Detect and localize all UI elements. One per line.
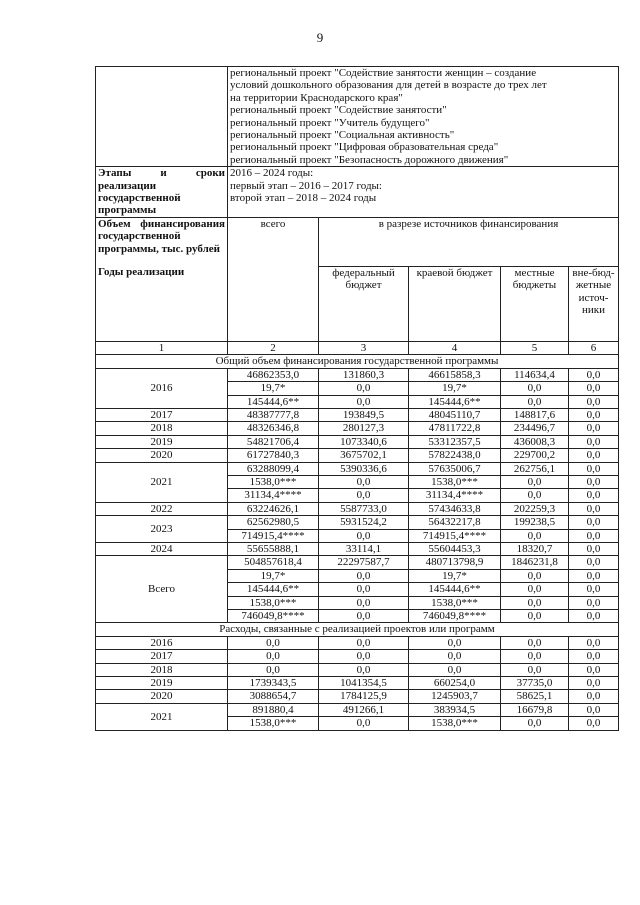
value-cell: 436008,3 <box>501 435 569 448</box>
value-cell: 491266,1 <box>319 703 409 716</box>
value-cell: 0,0 <box>569 435 619 448</box>
value-cell: 145444,6** <box>228 583 319 596</box>
program-passport-table <box>95 66 619 731</box>
table-row <box>96 462 619 475</box>
value-cell: 63288099,4 <box>228 462 319 475</box>
stages-label: Этапы и сроки реализации государственной программы <box>96 167 228 218</box>
value-cell: 0,0 <box>319 610 409 623</box>
value-cell: 16679,8 <box>501 703 569 716</box>
project-line: региональный проект "Содействие занятости" <box>230 104 447 117</box>
table-row <box>96 368 619 381</box>
value-cell: 0,0 <box>319 395 409 408</box>
value-cell: 714915,4**** <box>409 529 501 542</box>
value-cell: 37735,0 <box>501 677 569 690</box>
project-line: на территории Краснодарского края" <box>230 91 403 104</box>
value-cell: 0,0 <box>569 395 619 408</box>
value-cell: 5390336,6 <box>319 462 409 475</box>
year-cell: 2017 <box>96 650 228 663</box>
value-cell: 56432217,8 <box>409 516 501 529</box>
value-cell: 0,0 <box>319 650 409 663</box>
value-cell: 0,0 <box>319 596 409 609</box>
value-cell: 31134,4**** <box>409 489 501 502</box>
value-cell: 0,0 <box>501 650 569 663</box>
stages-value <box>228 167 619 218</box>
value-cell: 746049,8**** <box>409 610 501 623</box>
value-cell: 48387777,8 <box>228 408 319 421</box>
value-cell: 0,0 <box>569 569 619 582</box>
value-cell: 262756,1 <box>501 462 569 475</box>
value-cell: 1538,0*** <box>409 596 501 609</box>
value-cell: 55604453,3 <box>409 542 501 555</box>
value-cell: 0,0 <box>569 610 619 623</box>
value-cell: 229700,2 <box>501 449 569 462</box>
table-row <box>96 422 619 435</box>
col-number: 1 <box>96 341 228 354</box>
section-title-row <box>96 623 619 636</box>
value-cell: 114634,4 <box>501 368 569 381</box>
value-cell: 0,0 <box>569 462 619 475</box>
table-row <box>96 556 619 569</box>
table-row <box>96 516 619 529</box>
value-cell: 55655888,1 <box>228 542 319 555</box>
year-cell: 2020 <box>96 690 228 703</box>
value-cell: 22297587,7 <box>319 556 409 569</box>
value-cell: 746049,8**** <box>228 610 319 623</box>
section-title-row <box>96 355 619 368</box>
year-cell: 2016 <box>96 636 228 649</box>
project-line: региональный проект "Содействие занятости женщин – создание <box>230 67 537 79</box>
years-label: Годы реализации <box>96 266 228 341</box>
value-cell: 0,0 <box>569 368 619 381</box>
project-line: региональный проект "Безопасность дорожного движения" <box>230 153 509 166</box>
sources-subheader-row <box>96 266 619 341</box>
value-cell: 0,0 <box>409 663 501 676</box>
value-cell: 0,0 <box>501 610 569 623</box>
value-cell: 46615858,3 <box>409 368 501 381</box>
year-cell: 2019 <box>96 677 228 690</box>
value-cell: 0,0 <box>228 650 319 663</box>
value-cell: 234496,7 <box>501 422 569 435</box>
value-cell: 57822438,0 <box>409 449 501 462</box>
value-cell: 891880,4 <box>228 703 319 716</box>
value-cell: 62562980,5 <box>228 516 319 529</box>
financing-label: Объем финансирования государственной программы, тыс. рублей <box>96 217 228 266</box>
value-cell: 57635006,7 <box>409 462 501 475</box>
value-cell: 53312357,5 <box>409 435 501 448</box>
value-cell: 0,0 <box>319 382 409 395</box>
value-cell: 0,0 <box>569 408 619 421</box>
col-number: 2 <box>228 341 319 354</box>
stage-line: 2016 – 2024 годы: <box>230 167 314 180</box>
year-cell: 2024 <box>96 542 228 555</box>
value-cell: 0,0 <box>569 475 619 488</box>
value-cell: 0,0 <box>569 583 619 596</box>
table-row <box>96 435 619 448</box>
project-line: региональный проект "Социальная активность" <box>230 129 455 142</box>
value-cell: 0,0 <box>569 596 619 609</box>
value-cell: 57434633,8 <box>409 502 501 515</box>
value-cell: 660254,0 <box>409 677 501 690</box>
table-row <box>96 650 619 663</box>
value-cell: 480713798,9 <box>409 556 501 569</box>
table-row <box>96 542 619 555</box>
value-cell: 0,0 <box>569 690 619 703</box>
section-title: Расходы, связанные с реализацией проектов или программ <box>96 623 619 636</box>
value-cell: 0,0 <box>228 663 319 676</box>
value-cell: 61727840,3 <box>228 449 319 462</box>
value-cell: 58625,1 <box>501 690 569 703</box>
year-cell: Всего <box>96 556 228 623</box>
table-row <box>96 502 619 515</box>
value-cell: 5587733,0 <box>319 502 409 515</box>
value-cell: 48326346,8 <box>228 422 319 435</box>
value-cell: 0,0 <box>569 489 619 502</box>
value-cell: 199238,5 <box>501 516 569 529</box>
value-cell: 0,0 <box>228 636 319 649</box>
value-cell: 0,0 <box>501 596 569 609</box>
value-cell: 1538,0*** <box>228 717 319 730</box>
value-cell: 1538,0*** <box>409 475 501 488</box>
value-cell: 0,0 <box>501 569 569 582</box>
value-cell: 202259,3 <box>501 502 569 515</box>
value-cell: 0,0 <box>319 717 409 730</box>
regional-header: краевой бюджет <box>409 266 501 341</box>
col-number: 4 <box>409 341 501 354</box>
col-number: 6 <box>569 341 619 354</box>
table-row <box>96 677 619 690</box>
stages-row <box>96 167 619 218</box>
year-cell: 2018 <box>96 663 228 676</box>
stage-line: первый этап – 2016 – 2017 годы: <box>230 179 382 192</box>
value-cell: 0,0 <box>501 395 569 408</box>
value-cell: 3675702,1 <box>319 449 409 462</box>
projects-row <box>96 67 619 167</box>
value-cell: 0,0 <box>569 516 619 529</box>
value-cell: 1739343,5 <box>228 677 319 690</box>
year-cell: 2021 <box>96 703 228 730</box>
value-cell: 0,0 <box>319 636 409 649</box>
financing-header-row <box>96 217 619 266</box>
table-row <box>96 449 619 462</box>
stage-line: второй этап – 2018 – 2024 годы <box>230 192 377 205</box>
value-cell: 0,0 <box>409 636 501 649</box>
sources-header: в разрезе источников финансирования <box>319 217 619 266</box>
value-cell: 504857618,4 <box>228 556 319 569</box>
year-cell: 2021 <box>96 462 228 502</box>
value-cell: 1538,0*** <box>228 475 319 488</box>
col-number: 5 <box>501 341 569 354</box>
year-cell: 2022 <box>96 502 228 515</box>
value-cell: 3088654,7 <box>228 690 319 703</box>
value-cell: 0,0 <box>501 382 569 395</box>
value-cell: 0,0 <box>501 583 569 596</box>
value-cell: 0,0 <box>501 475 569 488</box>
table-row <box>96 408 619 421</box>
total-header: всего <box>228 217 319 341</box>
value-cell: 0,0 <box>569 663 619 676</box>
value-cell: 0,0 <box>569 703 619 716</box>
value-cell: 131860,3 <box>319 368 409 381</box>
project-line: региональный проект "Цифровая образовательная среда" <box>230 141 499 154</box>
value-cell: 714915,4**** <box>228 529 319 542</box>
value-cell: 0,0 <box>569 449 619 462</box>
project-line: условий дошкольного образования для детей в возрасте до трех лет <box>230 79 547 92</box>
value-cell: 1784125,9 <box>319 690 409 703</box>
value-cell: 0,0 <box>501 489 569 502</box>
col-number: 3 <box>319 341 409 354</box>
federal-header: федеральный бюджет <box>319 266 409 341</box>
value-cell: 0,0 <box>569 677 619 690</box>
value-cell: 46862353,0 <box>228 368 319 381</box>
value-cell: 193849,5 <box>319 408 409 421</box>
value-cell: 0,0 <box>319 583 409 596</box>
value-cell: 0,0 <box>319 529 409 542</box>
value-cell: 0,0 <box>569 422 619 435</box>
value-cell: 0,0 <box>501 529 569 542</box>
year-cell: 2019 <box>96 435 228 448</box>
value-cell: 47811722,8 <box>409 422 501 435</box>
section-title: Общий объем финансирования государственной программы <box>96 355 619 368</box>
value-cell: 31134,4**** <box>228 489 319 502</box>
value-cell: 1245903,7 <box>409 690 501 703</box>
value-cell: 145444,6** <box>409 583 501 596</box>
value-cell: 0,0 <box>501 636 569 649</box>
value-cell: 148817,6 <box>501 408 569 421</box>
value-cell: 63224626,1 <box>228 502 319 515</box>
extra-header: вне-бюд-жетные источ-ники <box>569 266 619 341</box>
year-cell: 2016 <box>96 368 228 408</box>
project-line: региональный проект "Учитель будущего" <box>230 116 430 129</box>
value-cell: 0,0 <box>409 650 501 663</box>
year-cell: 2017 <box>96 408 228 421</box>
table-row <box>96 703 619 716</box>
value-cell: 0,0 <box>569 636 619 649</box>
value-cell: 383934,5 <box>409 703 501 716</box>
value-cell: 1538,0*** <box>228 596 319 609</box>
value-cell: 0,0 <box>569 542 619 555</box>
value-cell: 145444,6** <box>409 395 501 408</box>
value-cell: 5931524,2 <box>319 516 409 529</box>
value-cell: 19,7* <box>228 382 319 395</box>
value-cell: 48045110,7 <box>409 408 501 421</box>
value-cell: 1846231,8 <box>501 556 569 569</box>
value-cell: 18320,7 <box>501 542 569 555</box>
value-cell: 0,0 <box>319 663 409 676</box>
value-cell: 54821706,4 <box>228 435 319 448</box>
value-cell: 0,0 <box>319 475 409 488</box>
value-cell: 0,0 <box>319 489 409 502</box>
value-cell: 19,7* <box>409 569 501 582</box>
value-cell: 145444,6** <box>228 395 319 408</box>
value-cell: 0,0 <box>569 529 619 542</box>
value-cell: 1538,0*** <box>409 717 501 730</box>
value-cell: 0,0 <box>569 717 619 730</box>
year-cell: 2023 <box>96 516 228 543</box>
value-cell: 33114,1 <box>319 542 409 555</box>
table-row <box>96 636 619 649</box>
year-cell: 2020 <box>96 449 228 462</box>
table-row <box>96 663 619 676</box>
value-cell: 0,0 <box>569 556 619 569</box>
projects-list <box>228 67 619 167</box>
value-cell: 280127,3 <box>319 422 409 435</box>
column-numbers-row <box>96 341 619 354</box>
value-cell: 1073340,6 <box>319 435 409 448</box>
table-row <box>96 690 619 703</box>
value-cell: 0,0 <box>569 650 619 663</box>
page-number: 9 <box>316 30 324 45</box>
value-cell: 19,7* <box>409 382 501 395</box>
value-cell: 19,7* <box>228 569 319 582</box>
value-cell: 0,0 <box>501 717 569 730</box>
value-cell: 0,0 <box>501 663 569 676</box>
local-header: местные бюджеты <box>501 266 569 341</box>
value-cell: 0,0 <box>569 502 619 515</box>
value-cell: 0,0 <box>569 382 619 395</box>
year-cell: 2018 <box>96 422 228 435</box>
value-cell: 1041354,5 <box>319 677 409 690</box>
value-cell: 0,0 <box>319 569 409 582</box>
